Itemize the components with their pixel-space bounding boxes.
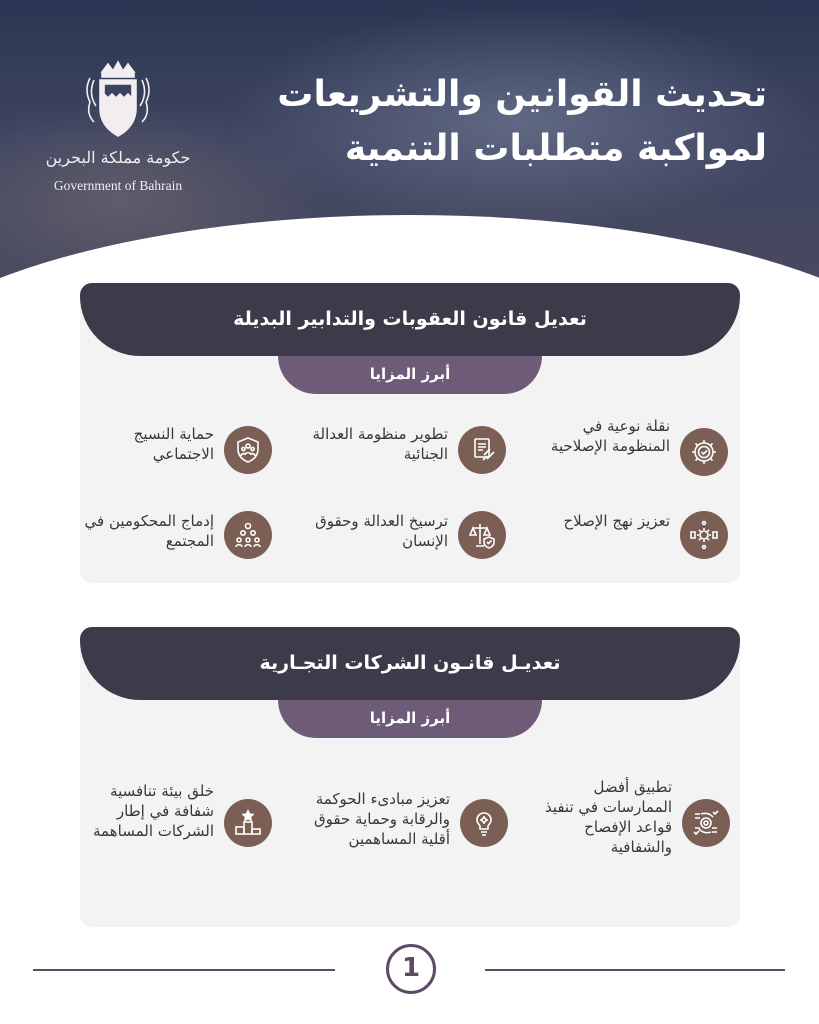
feature-item	[528, 505, 728, 595]
feature-label: ترسيخ العدالة وحقوق الإنسان	[315, 512, 448, 550]
feature-item	[528, 416, 728, 506]
feature-label: إدماج المحكومين في المجتمع	[84, 512, 214, 550]
page-title	[247, 68, 767, 176]
page-title-line-1: تحديث القوانين والتشريعات	[277, 74, 767, 115]
government-logo	[38, 60, 198, 200]
feature-label: تعزيز مبادىء الحوكمة والرقابة وحماية حقوق أقلية المساهمين	[314, 790, 450, 848]
footer-divider-left	[33, 969, 335, 971]
crown-emblem-icon	[80, 60, 156, 146]
section-card-penal-code	[80, 283, 740, 583]
feature-item	[72, 505, 272, 595]
section-subtitle: أبرز المزايا	[278, 356, 542, 394]
gavel-document-icon	[458, 426, 506, 474]
logo-arabic-text: حكومة مملكة البحرين	[45, 148, 191, 167]
header-banner	[0, 0, 819, 300]
feature-label: تطبيق أفضل الممارسات في تنفيذ قواعد الإفصاح والشفافية	[544, 778, 672, 856]
feature-label: نقلة نوعية في المنظومة الإصلاحية	[550, 417, 670, 455]
feature-item	[72, 416, 272, 506]
feature-label: خلق بيئة تنافسية شفافة في إطار الشركات المساهمة	[93, 782, 214, 840]
logo-english-text: Government of Bahrain	[53, 178, 183, 193]
people-group-icon	[224, 511, 272, 559]
podium-star-icon	[224, 799, 272, 847]
section-title: تعديـل قانـون الشركات التجـارية	[80, 627, 740, 700]
scales-shield-icon	[458, 511, 506, 559]
feature-label: تطوير منظومة العدالة الجنائية	[312, 425, 448, 463]
target-checklist-icon	[682, 799, 730, 847]
feature-label: حماية النسيج الاجتماعي	[133, 425, 214, 463]
process-gear-icon	[680, 511, 728, 559]
section-subtitle: أبرز المزايا	[278, 700, 542, 738]
shield-people-icon	[224, 426, 272, 474]
gear-check-icon	[680, 428, 728, 476]
feature-label: تعزيز نهج الإصلاح	[563, 512, 670, 530]
feature-item	[306, 505, 506, 595]
feature-item	[306, 416, 506, 506]
footer-divider-right	[485, 969, 785, 971]
page-title-line-2: لمواكبة متطلبات التنمية	[344, 128, 767, 169]
lightbulb-gear-icon	[460, 799, 508, 847]
feature-item	[530, 777, 730, 877]
feature-item	[72, 781, 272, 871]
feature-item	[308, 789, 508, 869]
page-number: 1	[386, 944, 436, 994]
section-title: تعديل قانون العقوبات والتدابير البديلة	[80, 283, 740, 356]
section-card-companies-law	[80, 627, 740, 927]
